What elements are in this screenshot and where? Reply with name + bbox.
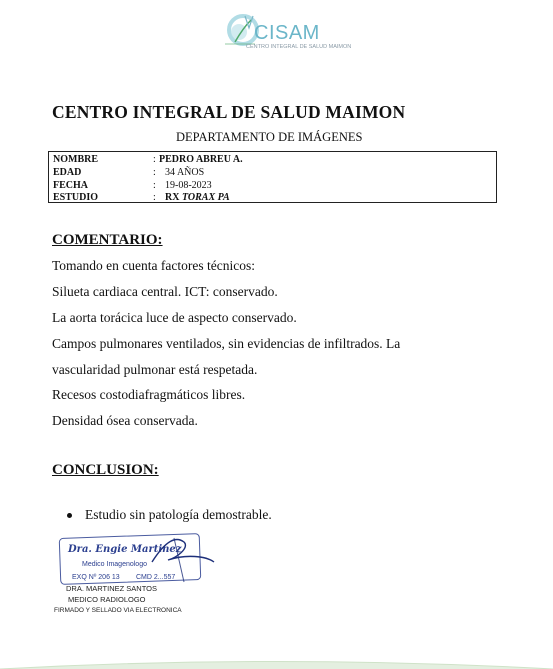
logo-subtitle: CENTRO INTEGRAL DE SALUD MAIMON	[246, 44, 352, 50]
comment-line: La aorta torácica luce de aspecto conservado.	[52, 310, 297, 325]
study-value-torax: TORAX PA	[181, 192, 230, 203]
comment-line: Campos pulmonares ventilados, sin evidencias de infiltrados. La	[52, 336, 401, 351]
study-label: ESTUDIO	[53, 192, 99, 203]
conclusion-heading: CONCLUSION:	[52, 462, 159, 478]
date-value: 19-08-2023	[165, 180, 212, 191]
age-value: 34 AÑOS	[165, 167, 205, 178]
comment-line: Silueta cardiaca central. ICT: conservado.	[52, 284, 278, 299]
name-colon: :	[153, 154, 156, 165]
comment-line: vascularidad pulmonar está respetada.	[52, 362, 258, 377]
signature-note: FIRMADO Y SELLADO VIA ELECTRONICA	[54, 607, 182, 614]
conclusion-item: Estudio sin patología demostrable.	[85, 507, 272, 522]
department-title: DEPARTAMENTO DE IMÁGENES	[176, 130, 363, 144]
date-label: FECHA	[53, 180, 88, 191]
signer-role: MEDICO RADIOLOGO	[68, 595, 146, 604]
signature-stamp	[56, 532, 226, 588]
stamp-cmd: CMD 2...557	[136, 574, 176, 581]
name-value: PEDRO ABREU A.	[159, 154, 243, 165]
age-label: EDAD	[53, 167, 82, 178]
age-colon: :	[153, 167, 156, 178]
document-title: CENTRO INTEGRAL DE SALUD MAIMON	[52, 102, 406, 122]
logo-text: CISAM	[254, 22, 320, 44]
stamp-name: Dra. Engie Martinez	[68, 544, 182, 555]
patient-info-box	[48, 151, 497, 203]
study-value-rx: RX	[165, 192, 180, 203]
date-colon: :	[153, 180, 156, 191]
name-label: NOMBRE	[53, 154, 98, 165]
study-colon: :	[153, 192, 156, 203]
stamp-exq: EXQ Nº 206 13	[72, 574, 120, 581]
comment-line: Recesos costodiafragmáticos libres.	[52, 387, 246, 402]
comment-heading: COMENTARIO:	[52, 232, 163, 248]
comment-line: Tomando en cuenta factores técnicos:	[52, 258, 255, 273]
study-value	[165, 191, 230, 204]
signer-name: DRA. MARTINEZ SANTOS	[66, 584, 157, 593]
bullet-icon	[67, 513, 72, 518]
footer-decoration	[0, 660, 553, 669]
stamp-title: Medico Imagenologo	[82, 561, 147, 568]
comment-line: Densidad ósea conservada.	[52, 413, 198, 428]
